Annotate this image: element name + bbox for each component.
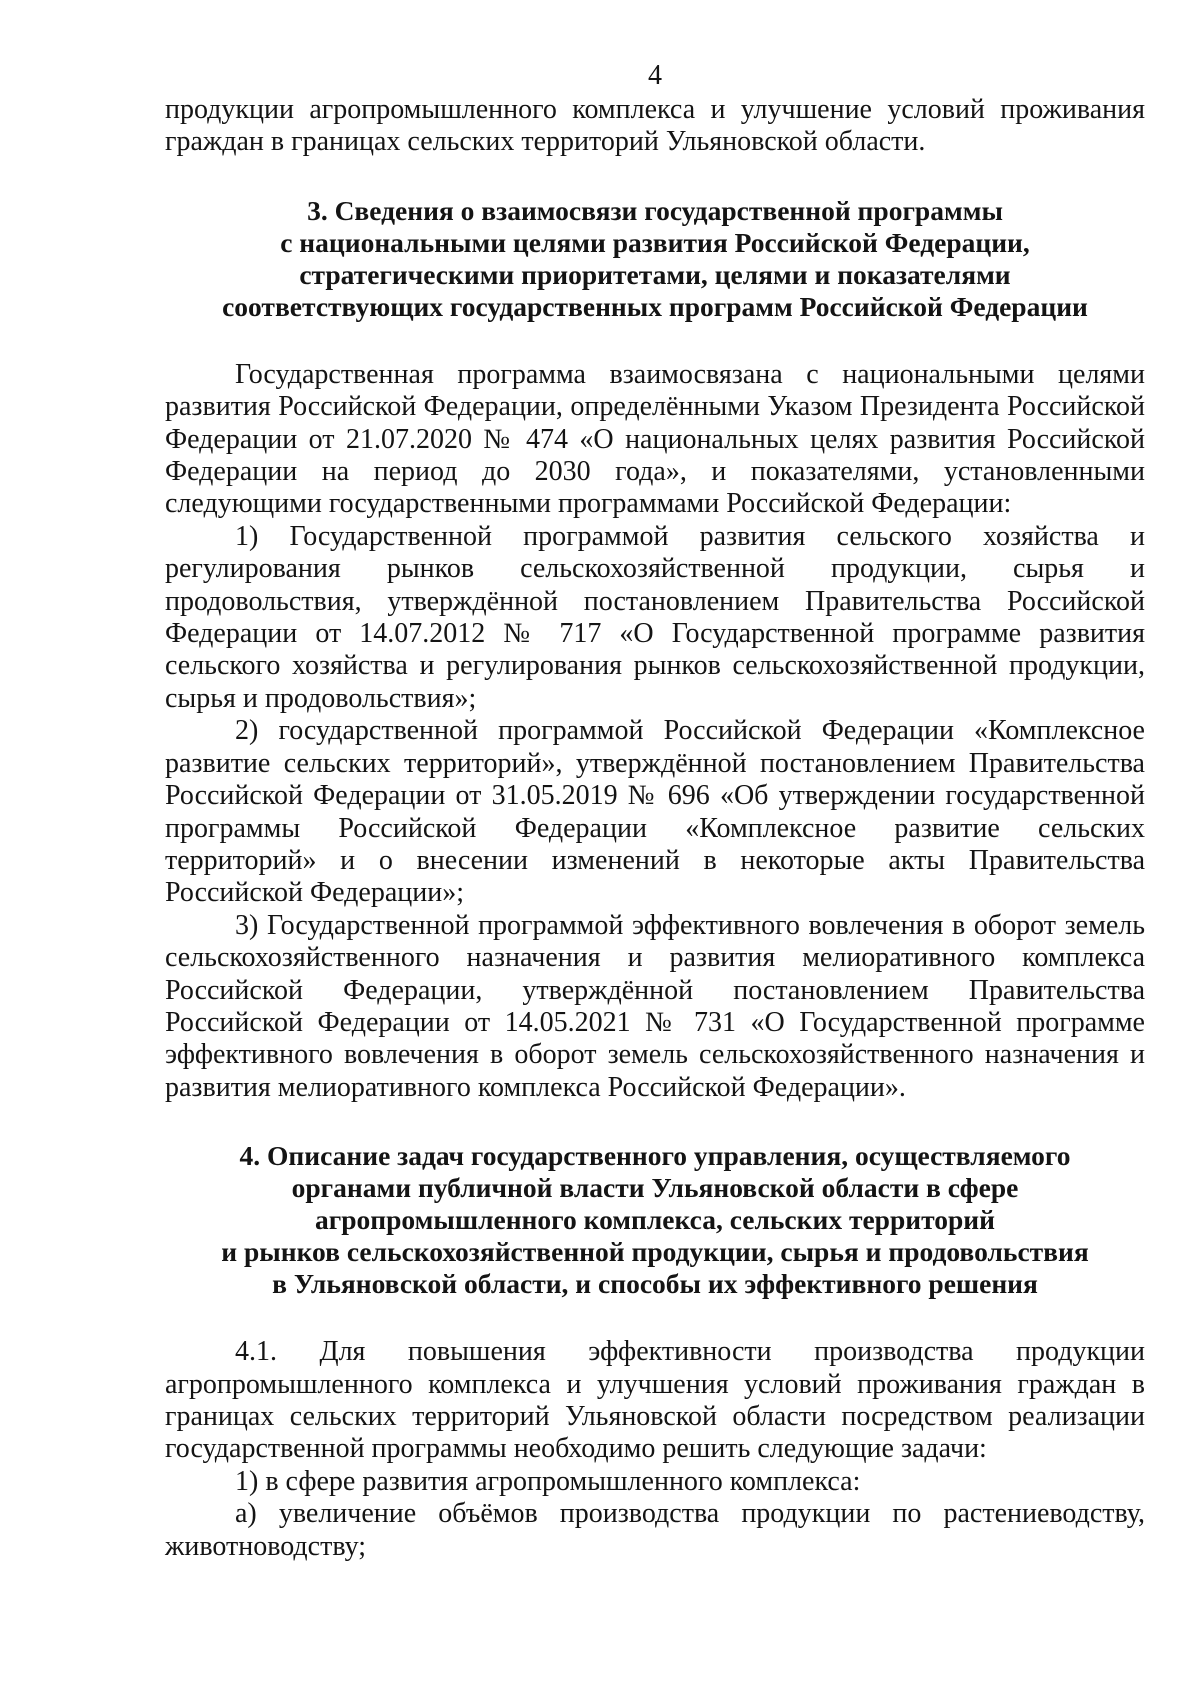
section-3-heading — [165, 195, 1145, 323]
section-3-intro: Государственная программа взаимосвязана с национальными целями развития Российской Федерации, определёнными Указом Президента Российской Федерации от 21.07.2020 № 474 «О национальных целях развития Российской Федерации на период до 2030 года», и показателями, установленными следующими государственными программами Российской Федерации: — [165, 358, 1145, 520]
section-4-heading-line: и рынков сельскохозяйственной продукции, сырья и продовольствия — [221, 1236, 1089, 1268]
section-3-item-3: 3) Государственной программой эффективного вовлечения в оборот земель сельскохозяйственного назначения и развития мелиоративного комплекса Российской Федерации, утверждённой постановлением Правительства Российской Федерации от 14.05.2021 № 731 «О Государственной программе эффективного вовлечения в оборот земель сельскохозяйственного назначения и развития мелиоративного комплекса Российской Федерации». — [165, 909, 1145, 1103]
section-3-item-2: 2) государственной программой Российской Федерации «Комплексное развитие сельских территорий», утверждённой постановлением Правительства Российской Федерации от 31.05.2019 № 696 «Об утверждении государственной программы Российской Федерации «Комплексное развитие сельских территорий» и о внесении изменений в некоторые акты Правительства Российской Федерации»; — [165, 715, 1145, 909]
section-3-heading-line: с национальными целями развития Российской Федерации, — [280, 226, 1030, 258]
section-4-task-1: 1) в сфере развития агропромышленного комплекса: — [235, 1465, 861, 1497]
section-4-paragraph-4-1: 4.1. Для повышения эффективности производства продукции агропромышленного комплекса и улучшения условий проживания граждан в границах сельских территорий Ульяновской области посредством реализации государственной программы необходимо решить следующие задачи: — [165, 1336, 1145, 1465]
section-4-heading-line: агропромышленного комплекса, сельских территорий — [315, 1204, 995, 1236]
page-number: 4 — [648, 60, 662, 91]
section-3-item-1: 1) Государственной программой развития сельского хозяйства и регулирования рынков сельскохозяйственной продукции, сырья и продовольствия, утверждённой постановлением Правительства Российской Федерации от 14.07.2012 № 717 «О Государственной программе развития сельского хозяйства и регулирования рынков сельскохозяйственной продукции, сырья и продовольствия»; — [165, 520, 1145, 714]
section-4-task-1a: а) увеличение объёмов производства продукции по растениеводству, животноводству; — [165, 1498, 1145, 1562]
document-page — [165, 60, 1145, 1563]
section-3-heading-line: стратегическими приоритетами, целями и показателями — [299, 258, 1011, 290]
section-4-heading-line: органами публичной власти Ульяновской области в сфере — [291, 1172, 1019, 1204]
section-4-heading — [165, 1140, 1145, 1300]
intro-continuation: продукции агропромышленного комплекса и улучшение условий проживания граждан в границах сельских территорий Ульяновской области. — [165, 94, 1145, 158]
section-4-heading-line: в Ульяновской области, и способы их эффективного решения — [272, 1268, 1038, 1300]
section-3-heading-line: соответствующих государственных программ Российской Федерации — [222, 290, 1088, 322]
section-3-heading-line: 3. Сведения о взаимосвязи государственной программы — [307, 194, 1003, 226]
section-4-heading-line: 4. Описание задач государственного управления, осуществляемого — [239, 1140, 1071, 1172]
